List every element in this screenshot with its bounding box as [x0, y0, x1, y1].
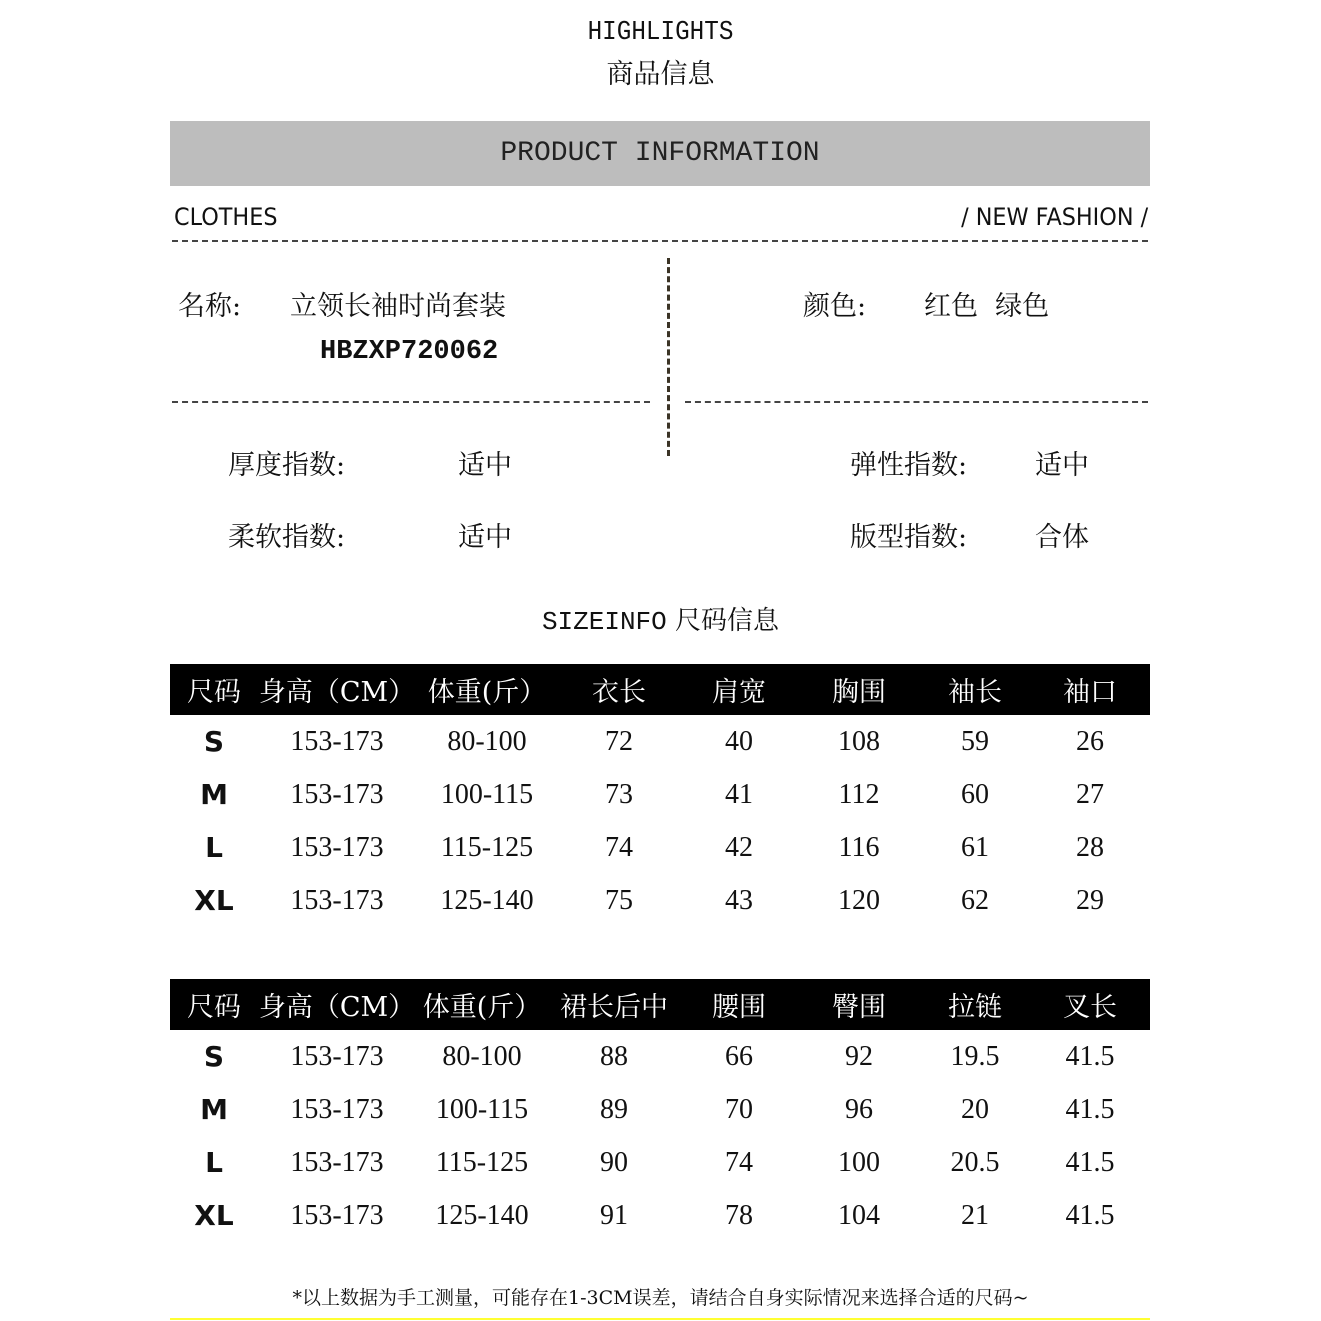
measurement-footnote: *以上数据为手工测量，可能存在1-3CM误差，请结合自身实际情况来选择合适的尺码~ — [292, 1287, 1029, 1309]
cell: 41 — [725, 778, 753, 810]
name-label: 名称: — [178, 291, 242, 322]
cell: 100 — [838, 1146, 880, 1178]
color-value: 红色 绿色 — [924, 291, 1050, 322]
header-hip: 臀围 — [798, 979, 920, 1030]
header-weight: 体重(斤） — [416, 664, 558, 715]
banner-label: PRODUCT INFORMATION — [500, 138, 820, 169]
product-info-title: 商品信息 — [606, 59, 715, 90]
color-label: 颜色: — [803, 291, 867, 322]
cell: 73 — [605, 778, 633, 810]
bottom-size-table — [170, 979, 1150, 1242]
cell: 153-173 — [290, 1146, 384, 1178]
cell: 60 — [961, 778, 989, 810]
cell-size: L — [205, 831, 223, 864]
cell: 112 — [838, 778, 880, 810]
cell: 116 — [838, 831, 880, 863]
header-skirt-length: 裙长后中 — [548, 979, 680, 1030]
cell-size: M — [200, 1093, 228, 1126]
cell-size: S — [203, 1040, 225, 1073]
cell: 59 — [961, 725, 989, 757]
cell: 115-125 — [440, 831, 534, 863]
header-sleeve-length: 袖长 — [920, 664, 1030, 715]
new-fashion-tag: / NEW FASHION / — [960, 203, 1148, 231]
cell: 61 — [961, 831, 989, 863]
cell: 62 — [961, 884, 989, 916]
divider-vertical — [667, 258, 670, 456]
header-cuff: 袖口 — [1030, 664, 1150, 715]
elasticity-value: 适中 — [1035, 450, 1089, 481]
top-size-table — [170, 664, 1150, 927]
cell: 100-115 — [440, 778, 534, 810]
cell: 153-173 — [290, 725, 384, 757]
table-row — [170, 821, 1150, 874]
cell: 120 — [838, 884, 880, 916]
thickness-label: 厚度指数: — [228, 450, 346, 481]
header-height: 身高（CM） — [258, 664, 416, 715]
cell: 66 — [725, 1040, 753, 1072]
header-height: 身高（CM） — [258, 979, 416, 1030]
header-size: 尺码 — [170, 664, 258, 715]
cell: 88 — [600, 1040, 628, 1072]
cell: 108 — [838, 725, 880, 757]
cell: 74 — [605, 831, 633, 863]
cell-size: M — [200, 778, 228, 811]
divider-right — [685, 401, 1148, 403]
cell: 153-173 — [290, 831, 384, 863]
cell: 115-125 — [435, 1146, 529, 1178]
header-size: 尺码 — [170, 979, 258, 1030]
sizeinfo-title-en: SIZEINFO — [541, 607, 667, 637]
header-chest: 胸围 — [798, 664, 920, 715]
cell: 75 — [605, 884, 633, 916]
divider-top — [172, 240, 1148, 242]
bottom-rule — [170, 1318, 1150, 1320]
cell: 40 — [725, 725, 753, 757]
table-header-row — [170, 664, 1150, 715]
cell: 26 — [1076, 725, 1104, 757]
divider-left — [172, 401, 650, 403]
cell-size: XL — [194, 884, 234, 917]
cell: 153-173 — [290, 1093, 384, 1125]
sizeinfo-title-zh: 尺码信息 — [675, 606, 780, 636]
cell-size: L — [205, 1146, 223, 1179]
softness-label: 柔软指数: — [228, 522, 346, 553]
cell: 91 — [600, 1199, 628, 1231]
thickness-value: 适中 — [458, 450, 512, 481]
cell: 41.5 — [1065, 1199, 1115, 1231]
cell: 153-173 — [290, 778, 384, 810]
table-row — [170, 1189, 1150, 1242]
cell: 80-100 — [442, 1040, 522, 1072]
cell: 19.5 — [950, 1040, 1000, 1072]
table-row — [170, 1136, 1150, 1189]
product-code: HBZXP720062 — [320, 337, 499, 367]
cell: 89 — [600, 1093, 628, 1125]
cell: 92 — [845, 1040, 873, 1072]
cell: 74 — [725, 1146, 753, 1178]
cell: 90 — [600, 1146, 628, 1178]
cell: 104 — [838, 1199, 880, 1231]
fit-label: 版型指数: — [850, 522, 968, 553]
table-row — [170, 768, 1150, 821]
cell: 28 — [1076, 831, 1104, 863]
sizeinfo-title — [0, 600, 1321, 637]
elasticity-label: 弹性指数: — [850, 450, 968, 481]
cell: 153-173 — [290, 884, 384, 916]
cell: 125-140 — [435, 1199, 529, 1231]
table-row — [170, 874, 1150, 927]
cell: 43 — [725, 884, 753, 916]
cell: 29 — [1076, 884, 1104, 916]
header-length: 衣长 — [558, 664, 680, 715]
cell: 70 — [725, 1093, 753, 1125]
table-row — [170, 1083, 1150, 1136]
cell: 96 — [845, 1093, 873, 1125]
cell-size: S — [203, 725, 225, 758]
header-waist: 腰围 — [680, 979, 798, 1030]
cell: 42 — [725, 831, 753, 863]
cell: 125-140 — [440, 884, 534, 916]
cell: 41.5 — [1065, 1040, 1115, 1072]
highlights-title: HIGHLIGHTS — [587, 18, 734, 48]
cell: 72 — [605, 725, 633, 757]
clothes-tag: CLOTHES — [174, 203, 278, 231]
cell: 78 — [725, 1199, 753, 1231]
name-value: 立领长袖时尚套装 — [290, 291, 506, 322]
softness-value: 适中 — [458, 522, 512, 553]
header-shoulder: 肩宽 — [680, 664, 798, 715]
cell: 41.5 — [1065, 1093, 1115, 1125]
cell: 100-115 — [435, 1093, 529, 1125]
cell: 153-173 — [290, 1199, 384, 1231]
table-row — [170, 715, 1150, 768]
cell: 80-100 — [447, 725, 527, 757]
header-zipper: 拉链 — [920, 979, 1030, 1030]
cell-size: XL — [194, 1199, 234, 1232]
header-slit-length: 叉长 — [1030, 979, 1150, 1030]
cell: 20 — [961, 1093, 989, 1125]
table-header-row — [170, 979, 1150, 1030]
cell: 20.5 — [950, 1146, 1000, 1178]
cell: 153-173 — [290, 1040, 384, 1072]
cell: 21 — [961, 1199, 989, 1231]
product-information-banner — [170, 121, 1150, 186]
fit-value: 合体 — [1035, 522, 1089, 553]
table-row — [170, 1030, 1150, 1083]
cell: 27 — [1076, 778, 1104, 810]
cell: 41.5 — [1065, 1146, 1115, 1178]
header-weight: 体重(斤） — [416, 979, 548, 1030]
